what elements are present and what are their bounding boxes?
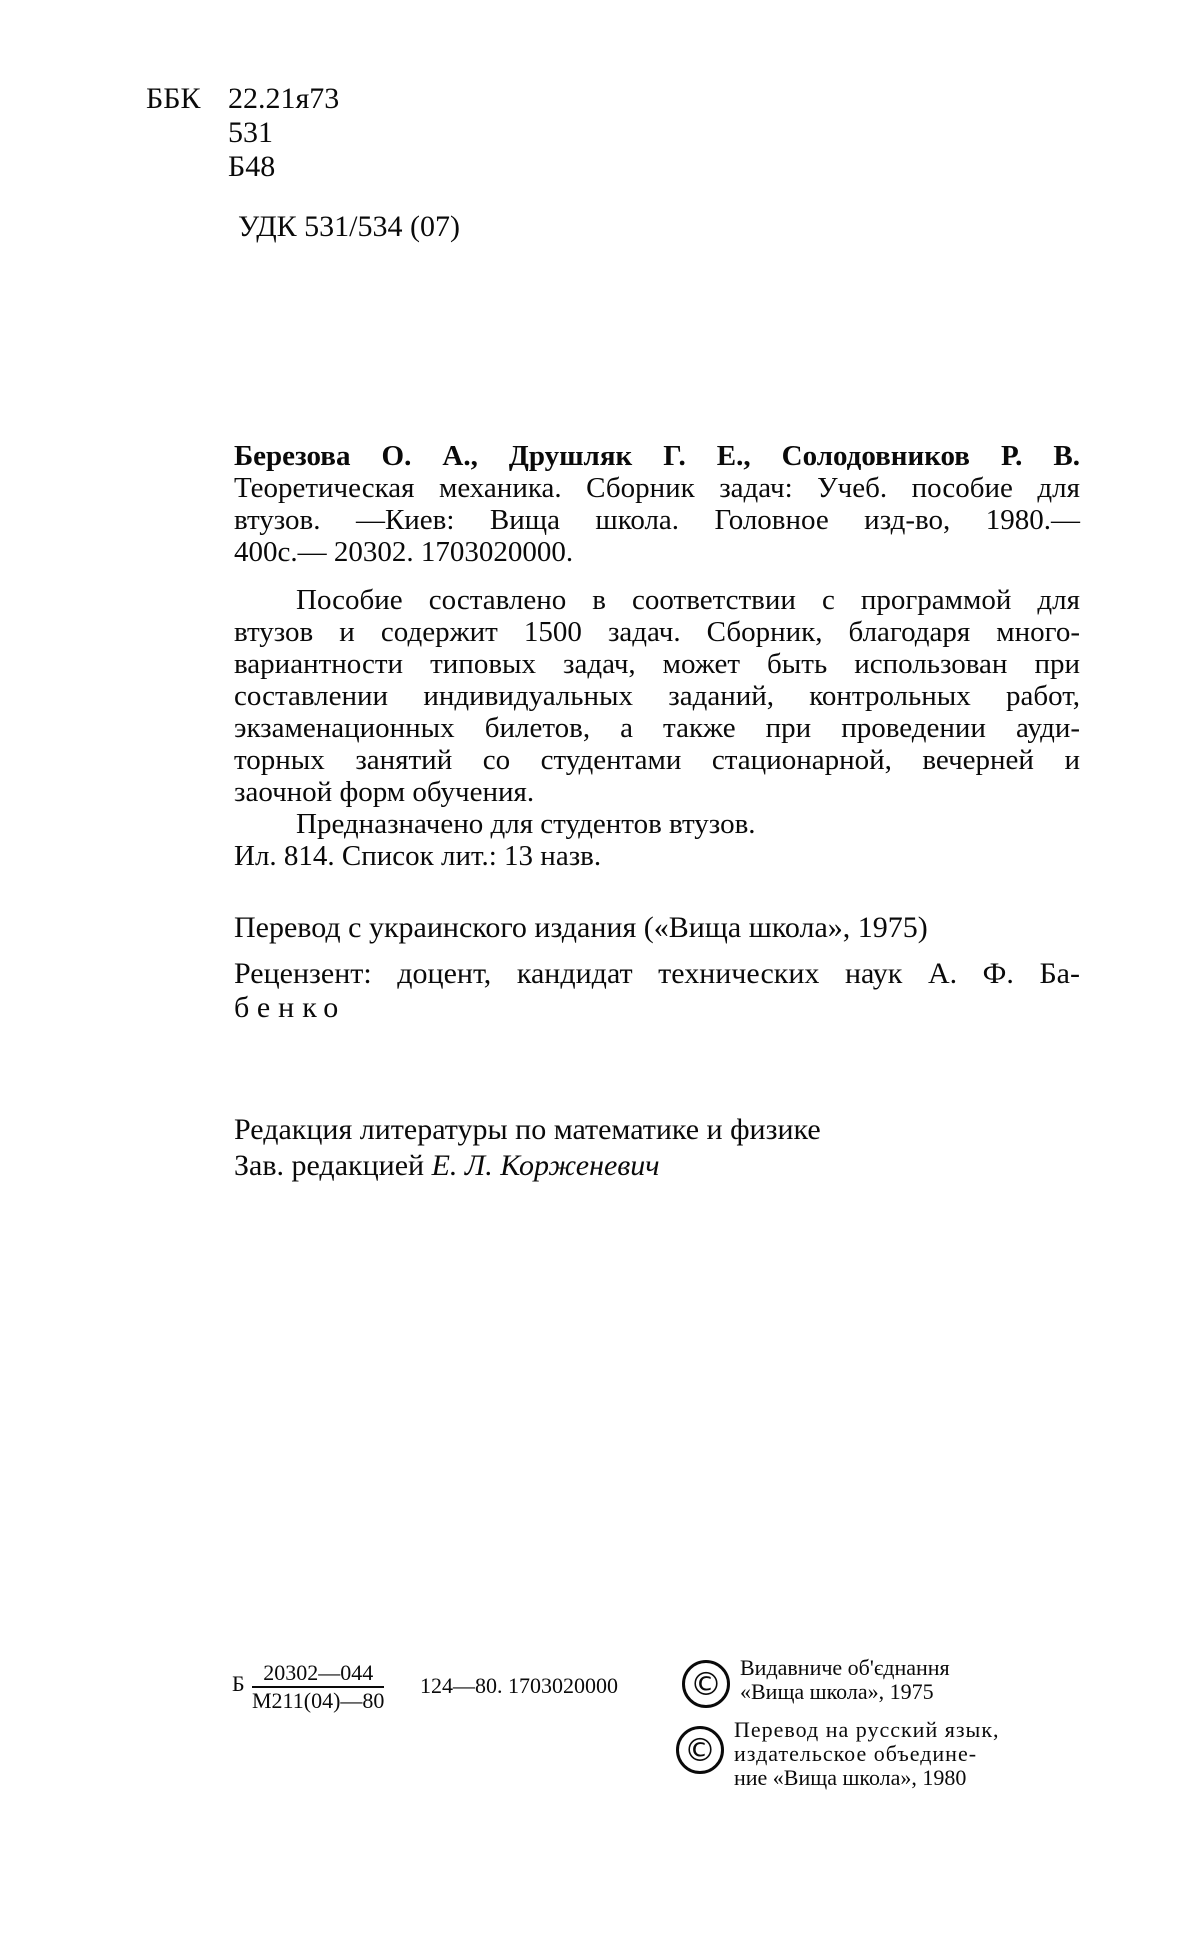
copyright-1-line-1: Видавниче об'єднання (740, 1655, 950, 1680)
imprint-denominator: М211(04)—80 (252, 1688, 385, 1713)
imprint-numerator: 20302—044 (252, 1660, 384, 1688)
imprint-tail: 124—80. 1703020000 (420, 1673, 618, 1698)
bbk-label: ББК (146, 82, 201, 115)
annotation-line-1: Пособие составлено в соответствии с программой для (296, 584, 1080, 616)
annotation-line-3: вариантности типовых задач, может быть использован при (234, 648, 1080, 680)
bbk-row (146, 82, 339, 116)
annotation-line-5: экзаменационных билетов, а также при проведении ауди- (234, 712, 1080, 744)
code-b48: Б48 (228, 150, 276, 183)
annotation-line-4: составлении индивидуальных заданий, контрольных работ, (234, 680, 1080, 712)
annotation-line-2: втузов и содержит 1500 задач. Сборник, благодаря много- (234, 616, 1080, 648)
copyright-2-line-1: Перевод на русский язык, (734, 1717, 1000, 1742)
illustrations-note: Ил. 814. Список лит.: 13 назв. (234, 840, 602, 872)
translation-note: Перевод с украинского издания («Вища школа», 1975) (234, 911, 928, 944)
udk-code: УДК 531/534 (07) (238, 210, 460, 243)
copyright-1-line-2: «Вища школа», 1975 (740, 1679, 934, 1704)
editor-prefix: Зав. редакцией (234, 1149, 425, 1182)
copyright-2-line-2: издательское объедине- (734, 1741, 978, 1766)
bibliography-line-2: втузов. —Киев: Вища школа. Головное изд-во, 1980.— (234, 504, 1080, 536)
bbk-code: 22.21я73 (228, 82, 340, 115)
editorial-line-2 (234, 1150, 660, 1182)
imprint-fraction (252, 1660, 384, 1714)
imprint-letter: Б (232, 1671, 245, 1696)
bibliography-line-3: 400с.— 20302. 1703020000. (234, 536, 574, 568)
copyright-2-line-3: ние «Вища школа», 1980 (734, 1765, 967, 1790)
code-531: 531 (228, 116, 273, 149)
copyright-icon-2: © (676, 1726, 724, 1774)
audience-note: Предназначено для студентов втузов. (296, 808, 756, 840)
bibliography-line-1: Теоретическая механика. Сборник задач: Учеб. пособие для (234, 472, 1080, 504)
reviewer-line-2: бенко (234, 991, 347, 1024)
reviewer-line-1: Рецензент: доцент, кандидат технических наук А. Ф. Ба- (234, 957, 1080, 990)
editor-name: Е. Л. Корженевич (431, 1149, 660, 1182)
authors-line: Березова О. А., Друшляк Г. Е., Солодовников Р. В. (234, 440, 1080, 472)
copyright-icon-1: © (682, 1660, 730, 1708)
editorial-line-1: Редакция литературы по математике и физике (234, 1113, 821, 1146)
annotation-line-6: торных занятий со студентами стационарной, вечерней и (234, 744, 1080, 776)
annotation-line-7: заочной форм обучения. (234, 776, 535, 808)
